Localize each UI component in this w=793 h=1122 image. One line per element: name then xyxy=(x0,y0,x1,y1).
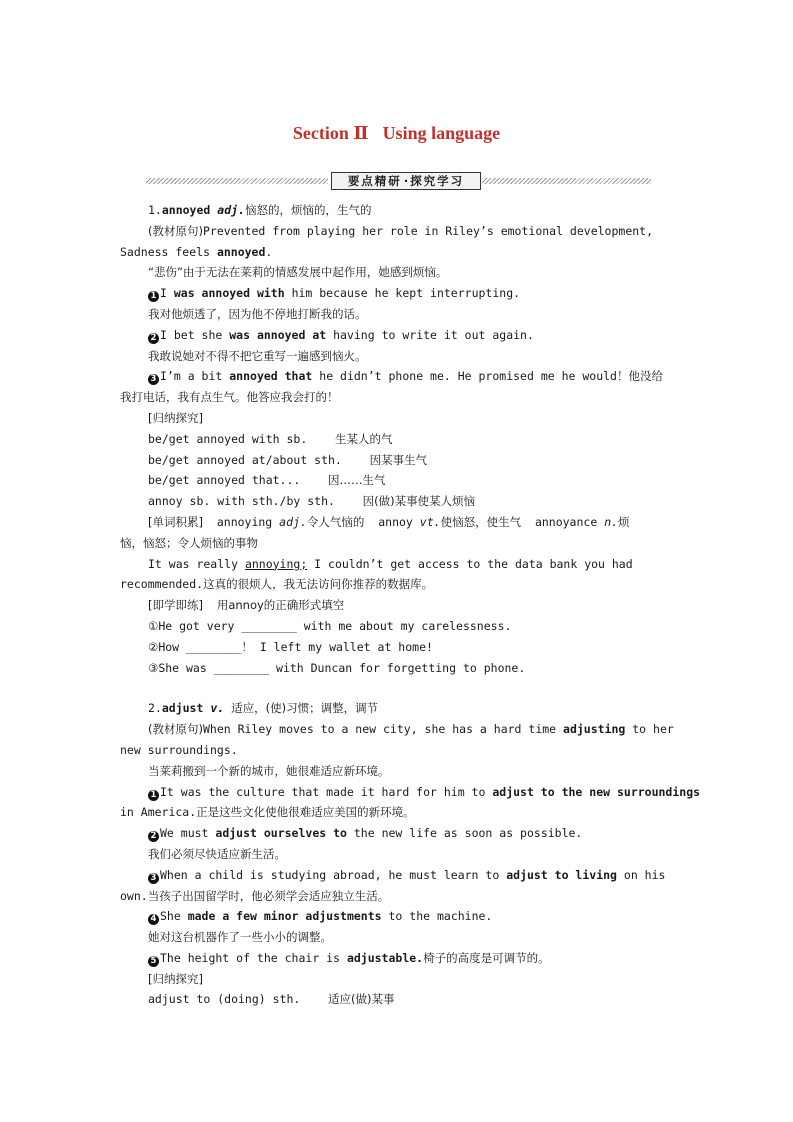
phrase-cn: 因(做)某事使某人烦恼 xyxy=(362,494,476,509)
question-number: ② xyxy=(148,639,159,654)
source-text: to her xyxy=(625,722,674,737)
item1-example-3-cn: 我打电话，我有点生气。他答应我会打的！ xyxy=(120,390,339,405)
item1-example-2 xyxy=(120,325,676,346)
item-number: 1. xyxy=(148,203,162,217)
item2-heading xyxy=(120,698,676,719)
example-cn: 正是这些文化使他很难适应美国的新环境。 xyxy=(196,805,415,820)
example-text: The height of the chair is xyxy=(160,950,347,965)
number-badge-icon: 3 xyxy=(148,374,159,385)
item1-extra-example xyxy=(120,554,676,575)
example-bold: annoyed that xyxy=(229,369,313,384)
part-of-speech: v. xyxy=(210,701,225,716)
example-bold: adjust ourselves to xyxy=(215,826,347,841)
example-text: When a child is studying abroad, he must learn to xyxy=(160,867,507,882)
item1-example-3 xyxy=(120,366,676,387)
item2-example-1 xyxy=(120,782,701,803)
banner-left-text: 要点精研 xyxy=(347,174,402,188)
item2-summary-tag: [归纳探究] xyxy=(148,971,203,986)
example-text: having to write it out again. xyxy=(326,327,534,342)
question-number: ③ xyxy=(148,660,159,675)
item1-summary-tag: [归纳探究] xyxy=(148,410,203,425)
part-of-speech: n. xyxy=(604,514,619,529)
item1-phrase-4 xyxy=(120,491,676,512)
example-text: the new life as soon as possible. xyxy=(346,826,583,841)
item1-word-bank xyxy=(120,512,676,533)
question-text: with me about my carelessness. xyxy=(296,618,512,633)
practice-instruction: 用annoy的正确形式填空 xyxy=(216,598,345,613)
example-text: She xyxy=(160,909,188,924)
banner-hatch-right xyxy=(482,178,651,184)
example-text: own. xyxy=(120,888,148,903)
example-text: him because he kept interrupting. xyxy=(284,286,521,301)
part-of-speech: adj. xyxy=(217,203,245,217)
headword-meaning: 恼怒的，烦恼的，生气的 xyxy=(244,203,372,217)
example-text: It was really xyxy=(148,556,245,571)
example-bold: was annoyed with xyxy=(173,286,285,301)
example-bold: adjust to the new surroundings xyxy=(492,784,701,799)
phrase-cn: 适应(做)某事 xyxy=(328,992,395,1007)
practice-question-1 xyxy=(120,616,676,637)
item2-source-translation: 当莱莉搬到一个新的城市，她很难适应新环境。 xyxy=(148,763,390,778)
item1-example-2-cn: 我敢说她对不得不把它重写一遍感到恼火。 xyxy=(148,348,367,363)
section-label: Section Ⅱ xyxy=(292,123,369,143)
headword-meaning: 适应，(使)习惯；调整，调节 xyxy=(231,701,379,716)
phrase-en: adjust to (doing) sth. xyxy=(148,992,301,1007)
word: annoy xyxy=(378,514,413,529)
document-body xyxy=(120,200,701,1010)
word-meaning: 令人气恼的 xyxy=(306,514,365,529)
answer-blank[interactable]: ________ xyxy=(213,660,270,675)
source-text: Sadness feels xyxy=(120,244,217,259)
item2-example-2-cn: 我们必须尽快适应新生活。 xyxy=(148,846,286,861)
item1-source-line2 xyxy=(120,242,676,263)
practice-question-3 xyxy=(120,658,676,679)
source-text: When Riley moves to a new city, she has a hard time xyxy=(202,722,564,737)
item2-source-line2: new surroundings. xyxy=(120,742,238,757)
part-of-speech: adj. xyxy=(279,514,307,529)
part-of-speech: vt. xyxy=(419,514,441,529)
item2-example-3-cont xyxy=(120,886,676,907)
example-text: I bet she xyxy=(160,327,230,342)
item2-example-5 xyxy=(120,948,676,969)
source-text: Prevented from playing her role in Riley’s emotional development, xyxy=(202,223,654,238)
number-badge-icon: 1 xyxy=(148,291,159,302)
phrase-en: be/get annoyed with sb. xyxy=(148,431,308,446)
item-number: 2. xyxy=(148,701,162,716)
section-banner xyxy=(146,172,651,190)
source-bold: annoyed xyxy=(216,244,266,259)
example-text: We must xyxy=(160,826,216,841)
source-tag: (教材原句) xyxy=(148,223,203,238)
item1-word-bank-cont: 恼，恼怒；令人烦恼的事物 xyxy=(120,535,258,550)
example-cn: 当孩子出国留学时，他必须学会适应独立生活。 xyxy=(147,888,390,903)
banner-label-box xyxy=(331,172,481,190)
example-bold: adjust to living xyxy=(506,867,617,882)
example-underlined: annoying; xyxy=(244,556,308,571)
example-bold: adjustable. xyxy=(346,950,424,965)
item1-phrase-3 xyxy=(120,470,676,491)
section-title xyxy=(0,120,793,146)
source-end: . xyxy=(265,244,273,259)
phrase-en: annoy sb. with sth./by sth. xyxy=(148,494,335,509)
headword: annoyed xyxy=(161,203,211,217)
source-tag: (教材原句) xyxy=(148,722,203,737)
item2-phrase-1 xyxy=(120,989,676,1010)
example-cn: 这真的很烦人，我无法访问你推荐的数据库。 xyxy=(203,577,434,592)
number-badge-icon: 3 xyxy=(148,873,159,884)
example-text: he didn’t phone me. He promised me he would！他没给 xyxy=(312,369,663,384)
item2-example-1-cont xyxy=(120,802,676,823)
question-text: How xyxy=(158,639,187,654)
example-text: It was the culture that made it hard for him to xyxy=(160,784,493,799)
example-text: recommended. xyxy=(120,577,204,592)
example-text: I’m a bit xyxy=(160,369,230,384)
phrase-cn: 因某事生气 xyxy=(369,452,428,467)
answer-blank[interactable]: ________ xyxy=(241,618,297,633)
example-text: to the machine. xyxy=(381,909,493,924)
banner-dot: · xyxy=(403,174,409,188)
banner-hatch-left xyxy=(146,178,328,184)
number-badge-icon: 1 xyxy=(148,790,159,801)
item1-extra-example-cont xyxy=(120,574,676,595)
question-text: She was xyxy=(158,660,214,675)
item2-example-3 xyxy=(120,865,676,886)
item1-phrase-1 xyxy=(120,429,676,450)
item1-phrase-2 xyxy=(120,450,676,471)
item1-source-line1 xyxy=(120,221,676,242)
item2-example-4-cn: 她对这台机器作了一些小小的调整。 xyxy=(148,930,332,945)
word: annoying xyxy=(216,514,273,529)
example-text: on his xyxy=(616,867,666,882)
item1-example-1 xyxy=(120,283,676,304)
practice-question-2 xyxy=(120,637,676,658)
item1-example-1-cn: 我对他烦透了，因为他不停地打断我的话。 xyxy=(148,306,367,321)
source-bold: adjusting xyxy=(563,722,626,737)
practice-tag: [即学即练] xyxy=(148,598,203,613)
item1-practice xyxy=(120,595,676,616)
item2-example-4 xyxy=(120,906,676,927)
word: annoyance xyxy=(534,514,598,529)
word-meaning: 烦 xyxy=(618,514,630,529)
phrase-cn: 生某人的气 xyxy=(334,431,393,446)
question-text: He got very xyxy=(158,618,242,633)
example-bold: was annoyed at xyxy=(229,327,327,342)
question-number: ① xyxy=(148,618,159,633)
section-topic: Using language xyxy=(382,123,501,143)
number-badge-icon: 2 xyxy=(148,831,159,842)
question-text: with Duncan for forgetting to phone. xyxy=(269,660,526,675)
item2-example-2 xyxy=(120,823,676,844)
item1-heading xyxy=(120,200,676,221)
headword: adjust xyxy=(161,701,204,716)
item2-source-line1 xyxy=(120,719,676,740)
example-text: I couldn’t get access to the data bank you had xyxy=(307,556,633,571)
word-meaning: 使恼怒，使生气 xyxy=(440,514,522,529)
item1-source-translation: “悲伤”由于无法在莱莉的情感发展中起作用，她感到烦恼。 xyxy=(148,265,448,280)
banner-right-text: 探究学习 xyxy=(410,174,465,188)
section-gap xyxy=(120,678,676,698)
example-bold: made a few minor adjustments xyxy=(187,909,382,924)
answer-blank[interactable]: ________ xyxy=(186,639,242,654)
question-text: ！ I left my wallet at home! xyxy=(241,639,433,654)
phrase-cn: 因……生气 xyxy=(328,473,386,488)
example-text: in America. xyxy=(120,805,197,820)
number-badge-icon: 5 xyxy=(148,956,159,967)
word-bank-tag: [单词积累] xyxy=(148,514,203,529)
phrase-en: be/get annoyed at/about sth. xyxy=(148,452,342,467)
example-text: I xyxy=(160,286,174,301)
phrase-en: be/get annoyed that... xyxy=(148,473,301,488)
example-cn: 椅子的高度是可调节的。 xyxy=(423,950,550,965)
number-badge-icon: 2 xyxy=(148,333,159,344)
number-badge-icon: 4 xyxy=(148,914,159,925)
